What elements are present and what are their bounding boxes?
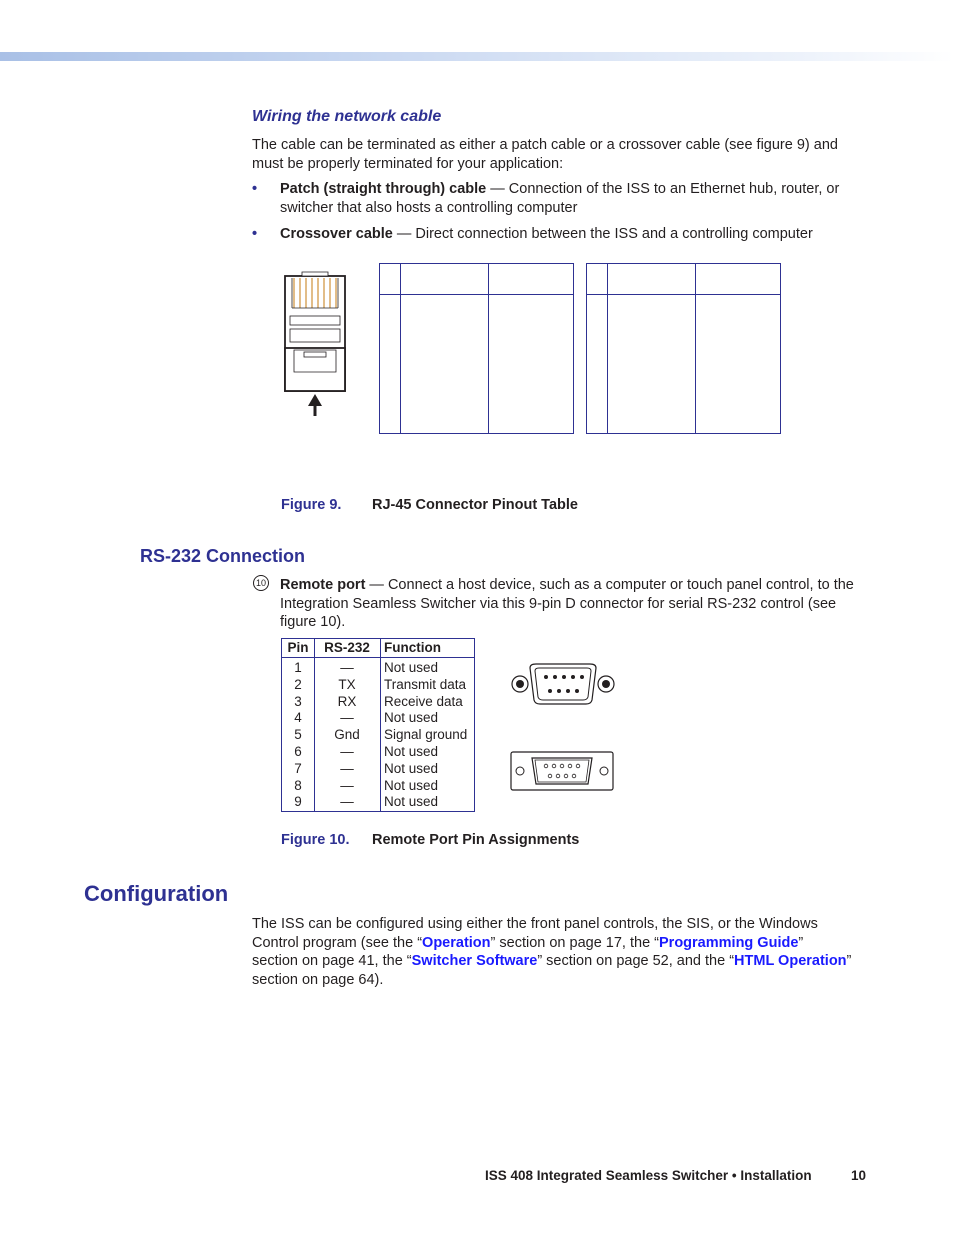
table-column-function	[384, 660, 474, 811]
network-intro: The cable can be terminated as either a patch cable or a crossover cable (see figure 9) and must be properly terminated for your application:	[252, 137, 838, 172]
db9-female-connector-illustration	[510, 751, 616, 793]
table-column-pin	[282, 660, 314, 811]
pin-assignment-table	[281, 638, 475, 812]
table-cell: RX	[337, 693, 357, 709]
rj45-connector-illustration	[280, 268, 352, 420]
bullet-icon: •	[252, 181, 258, 197]
header-bar	[0, 52, 954, 61]
figure-caption-9	[281, 497, 578, 513]
table-cell: 6	[294, 743, 302, 759]
bullet-bold: Crossover cable	[280, 226, 393, 242]
table-cell: Not used	[384, 660, 439, 675]
bullet-bold: Patch (straight through) cable	[280, 181, 487, 197]
table-cell: —	[340, 660, 354, 675]
table-cell: Not used	[384, 794, 439, 810]
table-cell: 8	[294, 777, 302, 793]
table-cell: 4	[294, 710, 302, 726]
bullet-icon: •	[252, 226, 258, 242]
link-html-operation[interactable]: HTML Operation	[734, 953, 847, 969]
section-heading-rs232: RS-232 Connection	[140, 546, 306, 566]
page-number: 10	[851, 1168, 867, 1183]
table-cell: 7	[294, 760, 302, 776]
figure-title: Remote Port Pin Assignments	[372, 832, 580, 848]
text-run: ” section on page 17, the “	[490, 934, 660, 951]
table-cell: 5	[294, 727, 302, 743]
link-programming-guide[interactable]: Programming Guide	[659, 934, 799, 951]
figure-caption-10	[281, 832, 580, 848]
bullet-text: — Connection of the ISS to an Ethernet hub, router, or switcher that also hosts a controlling computer	[280, 181, 840, 216]
table-cell: 3	[294, 693, 302, 709]
table-cell: 1	[294, 660, 302, 675]
remote-port-description	[280, 576, 870, 632]
bullet-item	[252, 180, 867, 217]
section-heading-network: Wiring the network cable	[252, 108, 442, 125]
figure-number: Figure 10.	[281, 832, 350, 848]
link-operation[interactable]: Operation	[422, 934, 491, 951]
table-cell: Transmit data	[384, 676, 467, 692]
table-cell: Gnd	[334, 727, 360, 743]
table-cell: —	[340, 760, 354, 776]
pinout-table-crossover	[586, 263, 781, 434]
link-switcher-software[interactable]: Switcher Software	[411, 953, 538, 969]
text-run: ” section on page 64).	[252, 953, 852, 988]
bullet-item	[252, 225, 867, 244]
table-cell: Not used	[384, 777, 439, 793]
table-cell: —	[340, 777, 354, 793]
pinout-table-patch	[379, 263, 574, 434]
text-run: The ISS can be configured using either the front panel controls, the SIS, or the Windows Control program (see the “	[252, 916, 818, 951]
text-run: ” section on page 41, the “	[252, 934, 804, 969]
table-cell: Not used	[384, 760, 439, 776]
table-cell: 2	[294, 676, 302, 692]
callout-number-icon: 10	[253, 575, 269, 591]
table-header-function: Function	[384, 640, 441, 655]
db9-male-connector-illustration	[508, 660, 618, 708]
table-cell: —	[340, 794, 354, 810]
remote-port-text: — Connect a host device, such as a computer or touch panel control, to the Integration Seamless Switcher via this 9-pin D connector for serial RS-232 control (see figure 10).	[280, 577, 854, 630]
table-cell: —	[340, 710, 354, 726]
text-run: ” section on page 52, and the “	[537, 953, 735, 969]
remote-port-label: Remote port	[280, 577, 366, 593]
figure-number: Figure 9.	[281, 497, 342, 513]
table-cell: Receive data	[384, 693, 463, 709]
table-column-rs232	[314, 660, 380, 811]
bullet-text: — Direct connection between the ISS and a controlling computer	[392, 226, 813, 242]
footer-title: ISS 408 Integrated Seamless Switcher • Installation	[485, 1168, 812, 1183]
table-cell: —	[340, 743, 354, 759]
figure-title: RJ-45 Connector Pinout Table	[372, 497, 578, 513]
configuration-paragraph	[252, 915, 852, 989]
table-cell: Signal ground	[384, 727, 468, 743]
table-header-rs232: RS-232	[324, 640, 370, 655]
table-cell: 9	[294, 794, 302, 810]
table-header-pin: Pin	[287, 640, 309, 655]
table-cell: TX	[338, 676, 356, 692]
table-cell: Not used	[384, 743, 439, 759]
section-heading-configuration: Configuration	[84, 881, 229, 906]
table-cell: Not used	[384, 710, 439, 726]
